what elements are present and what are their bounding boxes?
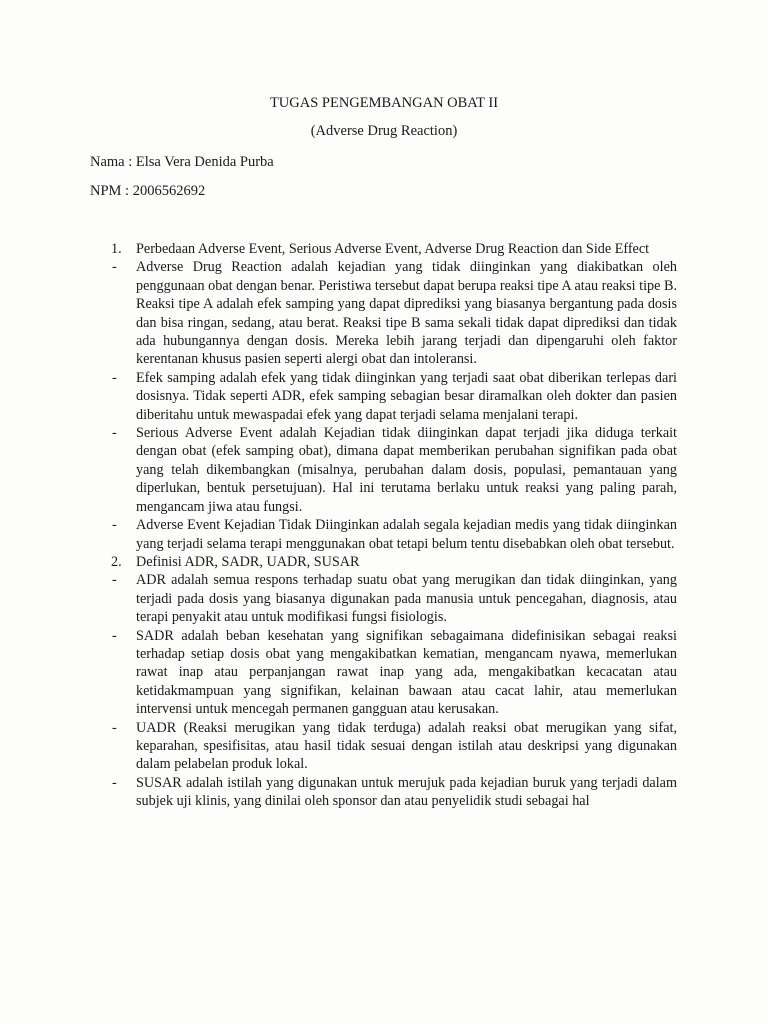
bullet-serious-adverse-event: [112, 424, 677, 516]
bullet-sadr: [112, 627, 677, 719]
list-marker: -: [112, 425, 117, 442]
list-item-text: Definisi ADR, SADR, UADR, SUSAR: [136, 553, 360, 570]
student-name: Nama : Elsa Vera Denida Purba: [90, 154, 274, 170]
list-marker: -: [112, 774, 117, 791]
list-marker: -: [112, 259, 117, 276]
list-item-text: Adverse Event Kejadian Tidak Diinginkan adalah segala kejadian medis yang tidak diinginkan yang terjadi selama terapi menggunakan obat tetapi belum tentu disebabkan oleh obat tersebut.: [136, 517, 677, 552]
bullet-uadr: [112, 719, 677, 774]
list-item-text: ADR adalah semua respons terhadap suatu obat yang merugikan dan tidak diinginkan, yang terjadi pada dosis yang biasanya digunakan pada manusia untuk pencegahan, diagnosis, atau terapi penyakit atau untuk modifikasi fungsi fisiologis.: [136, 572, 677, 626]
list-item-2: [111, 553, 677, 571]
document-subtitle: (Adverse Drug Reaction): [310, 123, 458, 139]
list-marker: -: [112, 517, 117, 534]
bullet-adverse-event: [112, 516, 677, 553]
list-marker: -: [112, 369, 117, 386]
document-title: TUGAS PENGEMBANGAN OBAT II: [269, 95, 499, 111]
list-item-text: Serious Adverse Event adalah Kejadian tidak diinginkan dapat terjadi jika diduga terkait dengan obat (efek samping obat), dimana dapat memberikan perubahan signifikan pada obat yang telah dikembangkan (misalnya, perubahan dalam dosis, populasi, pemantauan yang diperlukan, bentuk persetujuan). Hal ini terutama berlaku untuk reaksi yang paling parah, mengancam jiwa atau fungsi.: [136, 425, 677, 515]
list-marker: -: [112, 572, 117, 589]
bullet-adverse-drug-reaction: [112, 258, 677, 368]
student-npm: NPM : 2006562692: [90, 183, 206, 199]
list-item-text: Efek samping adalah efek yang tidak diinginkan yang terjadi saat obat diberikan terlepas dari dosisnya. Tidak seperti ADR, efek samping sebagian besar diramalkan oleh dokter dan pasien diberitahu untuk mewaspadai efek yang dapat terjadi selama menjalani terapi.: [136, 369, 677, 423]
list-marker: -: [112, 719, 117, 736]
bullet-efek-samping: [112, 369, 677, 424]
bullet-adr: [112, 571, 677, 626]
list-item-1: [111, 240, 677, 258]
list-item-text: SADR adalah beban kesehatan yang signifikan sebagaimana didefinisikan sebagai reaksi terhadap setiap dosis obat yang mengakibatkan kematian, mengancam nyawa, memerlukan rawat inap atau perpanjangan rawat inap yang ada, mengakibatkan kecacatan atau ketidakmampuan yang signifikan, kelainan bawaan atau cacat lahir, atau memerlukan intervensi untuk mencegah permanen gangguan atau kerusakan.: [136, 627, 677, 718]
list-marker: 2.: [111, 553, 122, 570]
document-body: [0, 240, 768, 811]
list-item-text: Adverse Drug Reaction adalah kejadian yang tidak diinginkan yang diakibatkan oleh penggunaan obat dengan benar. Peristiwa tersebut dapat berupa reaksi tipe A atau reaksi tipe B. Reaksi tipe A adalah efek samping yang dapat diprediksi yang biasanya bergantung pada dosis dan bisa ringan, sedang, atau berat. Reaksi tipe B sama sekali tidak dapat diprediksi dan tidak ada hubungannya dengan dosis. Mereka lebih jarang terjadi dan dipengaruhi oleh faktor kerentanan khusus pasien seperti alergi obat dan intoleransi.: [136, 259, 677, 368]
list-item-text: UADR (Reaksi merugikan yang tidak terduga) adalah reaksi obat merugikan yang sifat, keparahan, spesifisitas, atau hasil tidak sesuai dengan istilah atau deskripsi yang digunakan dalam pelabelan produk lokal.: [136, 719, 677, 773]
list-marker: -: [112, 627, 117, 644]
bullet-susar: [112, 774, 677, 811]
list-item-text: Perbedaan Adverse Event, Serious Adverse Event, Adverse Drug Reaction dan Side Effect: [136, 241, 650, 257]
list-item-text: SUSAR adalah istilah yang digunakan untuk merujuk pada kejadian buruk yang terjadi dalam subjek uji klinis, yang dinilai oleh sponsor dan atau penyelidik studi sebagai hal: [136, 774, 677, 810]
list-marker: 1.: [111, 241, 122, 257]
